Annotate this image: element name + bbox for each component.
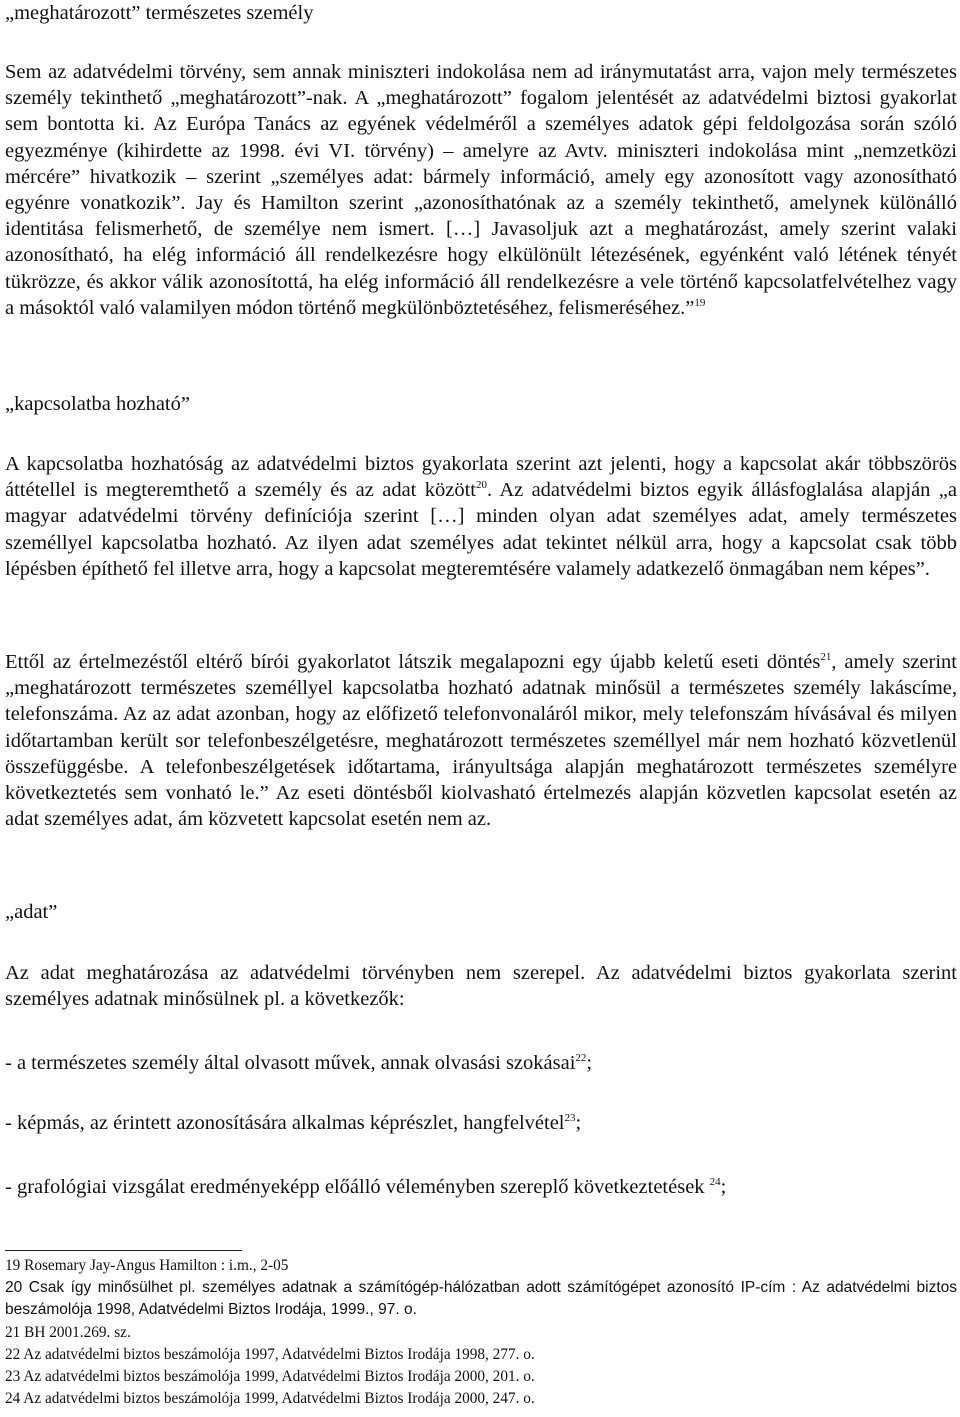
list-item	[5, 1110, 581, 1136]
list-item-text: - a természetes személy által olvasott művek, annak olvasási szokásai	[5, 1052, 576, 1074]
paragraph-text: . Az adatvédelmi biztos egyik állásfoglalása alapján „a magyar adatvédelmi törvény definíciója szerint […] minden olyan adat személyes adat, amely természetes személlyel kapcsolatba hozható. Az ilyen adat személyes adat tekintet nélkül arra, hogy a kapcsolat csak több lépésben építhető fel illetve arra, hogy a kapcsolat megteremtésére valamely adatkezelő önmagában nem képes”.	[5, 479, 957, 580]
list-item-text: - grafológiai vizsgálat eredményeképp előálló véleményben szereplő következtetések	[5, 1176, 710, 1198]
footnote-19: 19 Rosemary Jay-Angus Hamilton : i.m., 2-05	[5, 1257, 289, 1274]
footnote-22: 22 Az adatvédelmi biztos beszámolója 1997, Adatvédelmi Biztos Irodája 1998, 277. o.	[5, 1345, 535, 1363]
footnote-ref-23[interactable]: 23	[564, 1112, 576, 1125]
paragraph-meghatarozott	[5, 59, 957, 321]
footnote-ref-24[interactable]: 24	[709, 1176, 721, 1189]
footnote-ref-19[interactable]: 19	[694, 297, 706, 309]
list-item-text: - képmás, az érintett azonosítására alkalmas képrészlet, hangfelvétel	[5, 1112, 565, 1134]
section-heading-kapcsolatba-hozhato: „kapcsolatba hozható”	[5, 393, 190, 415]
footnote-20: 20 Csak így minősülhet pl. személyes adatnak a számítógép-hálózatban adott számítógépet azonosító IP-cím : Az adatvédelmi biztos beszámolója 1998, Adatvédelmi Biztos Irodája, 1999., 97. o.	[5, 1279, 957, 1319]
paragraph-birói-gyakorlat	[5, 649, 957, 832]
footnote-24: 24 Az adatvédelmi biztos beszámolója 1999, Adatvédelmi Biztos Irodája 2000, 247. o.	[5, 1390, 535, 1408]
paragraph-adat: Az adat meghatározása az adatvédelmi törvényben nem szerepel. Az adatvédelmi biztos gyakorlata szerint személyes adatnak minősülnek pl. a következők:	[5, 962, 957, 1011]
paragraph-text: , amely szerint „meghatározott természetes személlyel kapcsolatba hozható adatnak minősül a természetes személy lakáscíme, telefonszáma. Az az adat azonban, hogy az előfizető telefonvonaláról mikor, mely telefonszám hívásával és milyen időtartamban került sor telefonbeszélgetésre, meghatározott természetes személlyel már nem hozható közvetlenül összefüggésbe. A telefonbeszélgetések időtartama, irányultsága alapján meghatározott természetes személyre következtetés sem vonható le.” Az eseti döntésből kiolvasható értelmezés alapján közvetlen kapcsolat esetén az adat személyes adat, ám közvetett kapcsolat esetén nem az.	[5, 651, 958, 831]
section-heading-adat: „adat”	[5, 901, 58, 923]
list-item-tail: ;	[720, 1176, 727, 1198]
list-item	[5, 1050, 592, 1076]
paragraph-text: A kapcsolatba hozhatóság az adatvédelmi biztos gyakorlata szerint azt jelenti, hogy a kapcsolat akár többszörös áttétellel is megteremthető a személy és az adat között	[5, 453, 957, 502]
footnote-23: 23 Az adatvédelmi biztos beszámolója 1999, Adatvédelmi Biztos Irodája 2000, 201. o.	[5, 1368, 535, 1386]
paragraph-text: Sem az adatvédelmi törvény, sem annak miniszteri indokolása nem ad iránymutatást arra, vajon mely természetes személy tekinthető „meghatározott”-nak. A „meghatározott” fogalom jelentését az adatvédelmi biztosi gyakorlat sem bontotta ki. Az Európa Tanács az egyének védelméről a személyes adatok gépi feldolgozása során szóló egyezménye (kihirdette az 1998. évi VI. törvény) – amelyre az Avtv. miniszteri indokolása mint „nemzetközi mércére” hivatkozik – szerint „személyes adat: bármely információ, amely egy azonosított vagy azonosítható egyénre vonatkozik”. Jay és Hamilton szerint „azonosíthatónak az a személy tekinthető, amelynek különálló identitása felismerhető, de személye nem ismert. […] Javasoljuk azt a meghatározást, amely szerint valaki azonosítható, ha elég információ áll rendelkezésre hogy elkülönült létezésének, egyénként való létének tényét tükrözze, és akkor válik azonosítottá, ha elég információ áll rendelkezésre a vele történő kapcsolatfelvételhez vagy a másoktól való valamilyen módon történő megkülönböztetéséhez, felismeréséhez.”	[5, 61, 957, 319]
footnotes	[5, 1255, 957, 1410]
footnote-ref-20[interactable]: 20	[475, 479, 487, 492]
paragraph-kapcsolatba-hozhatosag	[5, 451, 957, 582]
footnote-ref-21[interactable]: 21	[820, 651, 832, 664]
paragraph-text: Ettől az értelmezéstől eltérő bírói gyakorlatot látszik megalapozni egy újabb keletű eseti döntés	[5, 651, 821, 673]
list-item-tail: ;	[586, 1052, 593, 1074]
section-heading-meghatarozott: „meghatározott” természetes személy	[5, 2, 314, 24]
list-item	[5, 1174, 726, 1200]
footnote-21: 21 BH 2001.269. sz.	[5, 1323, 131, 1341]
list-item-tail: ;	[575, 1112, 582, 1134]
footnote-separator	[5, 1250, 242, 1251]
footnote-ref-22[interactable]: 22	[575, 1052, 587, 1065]
